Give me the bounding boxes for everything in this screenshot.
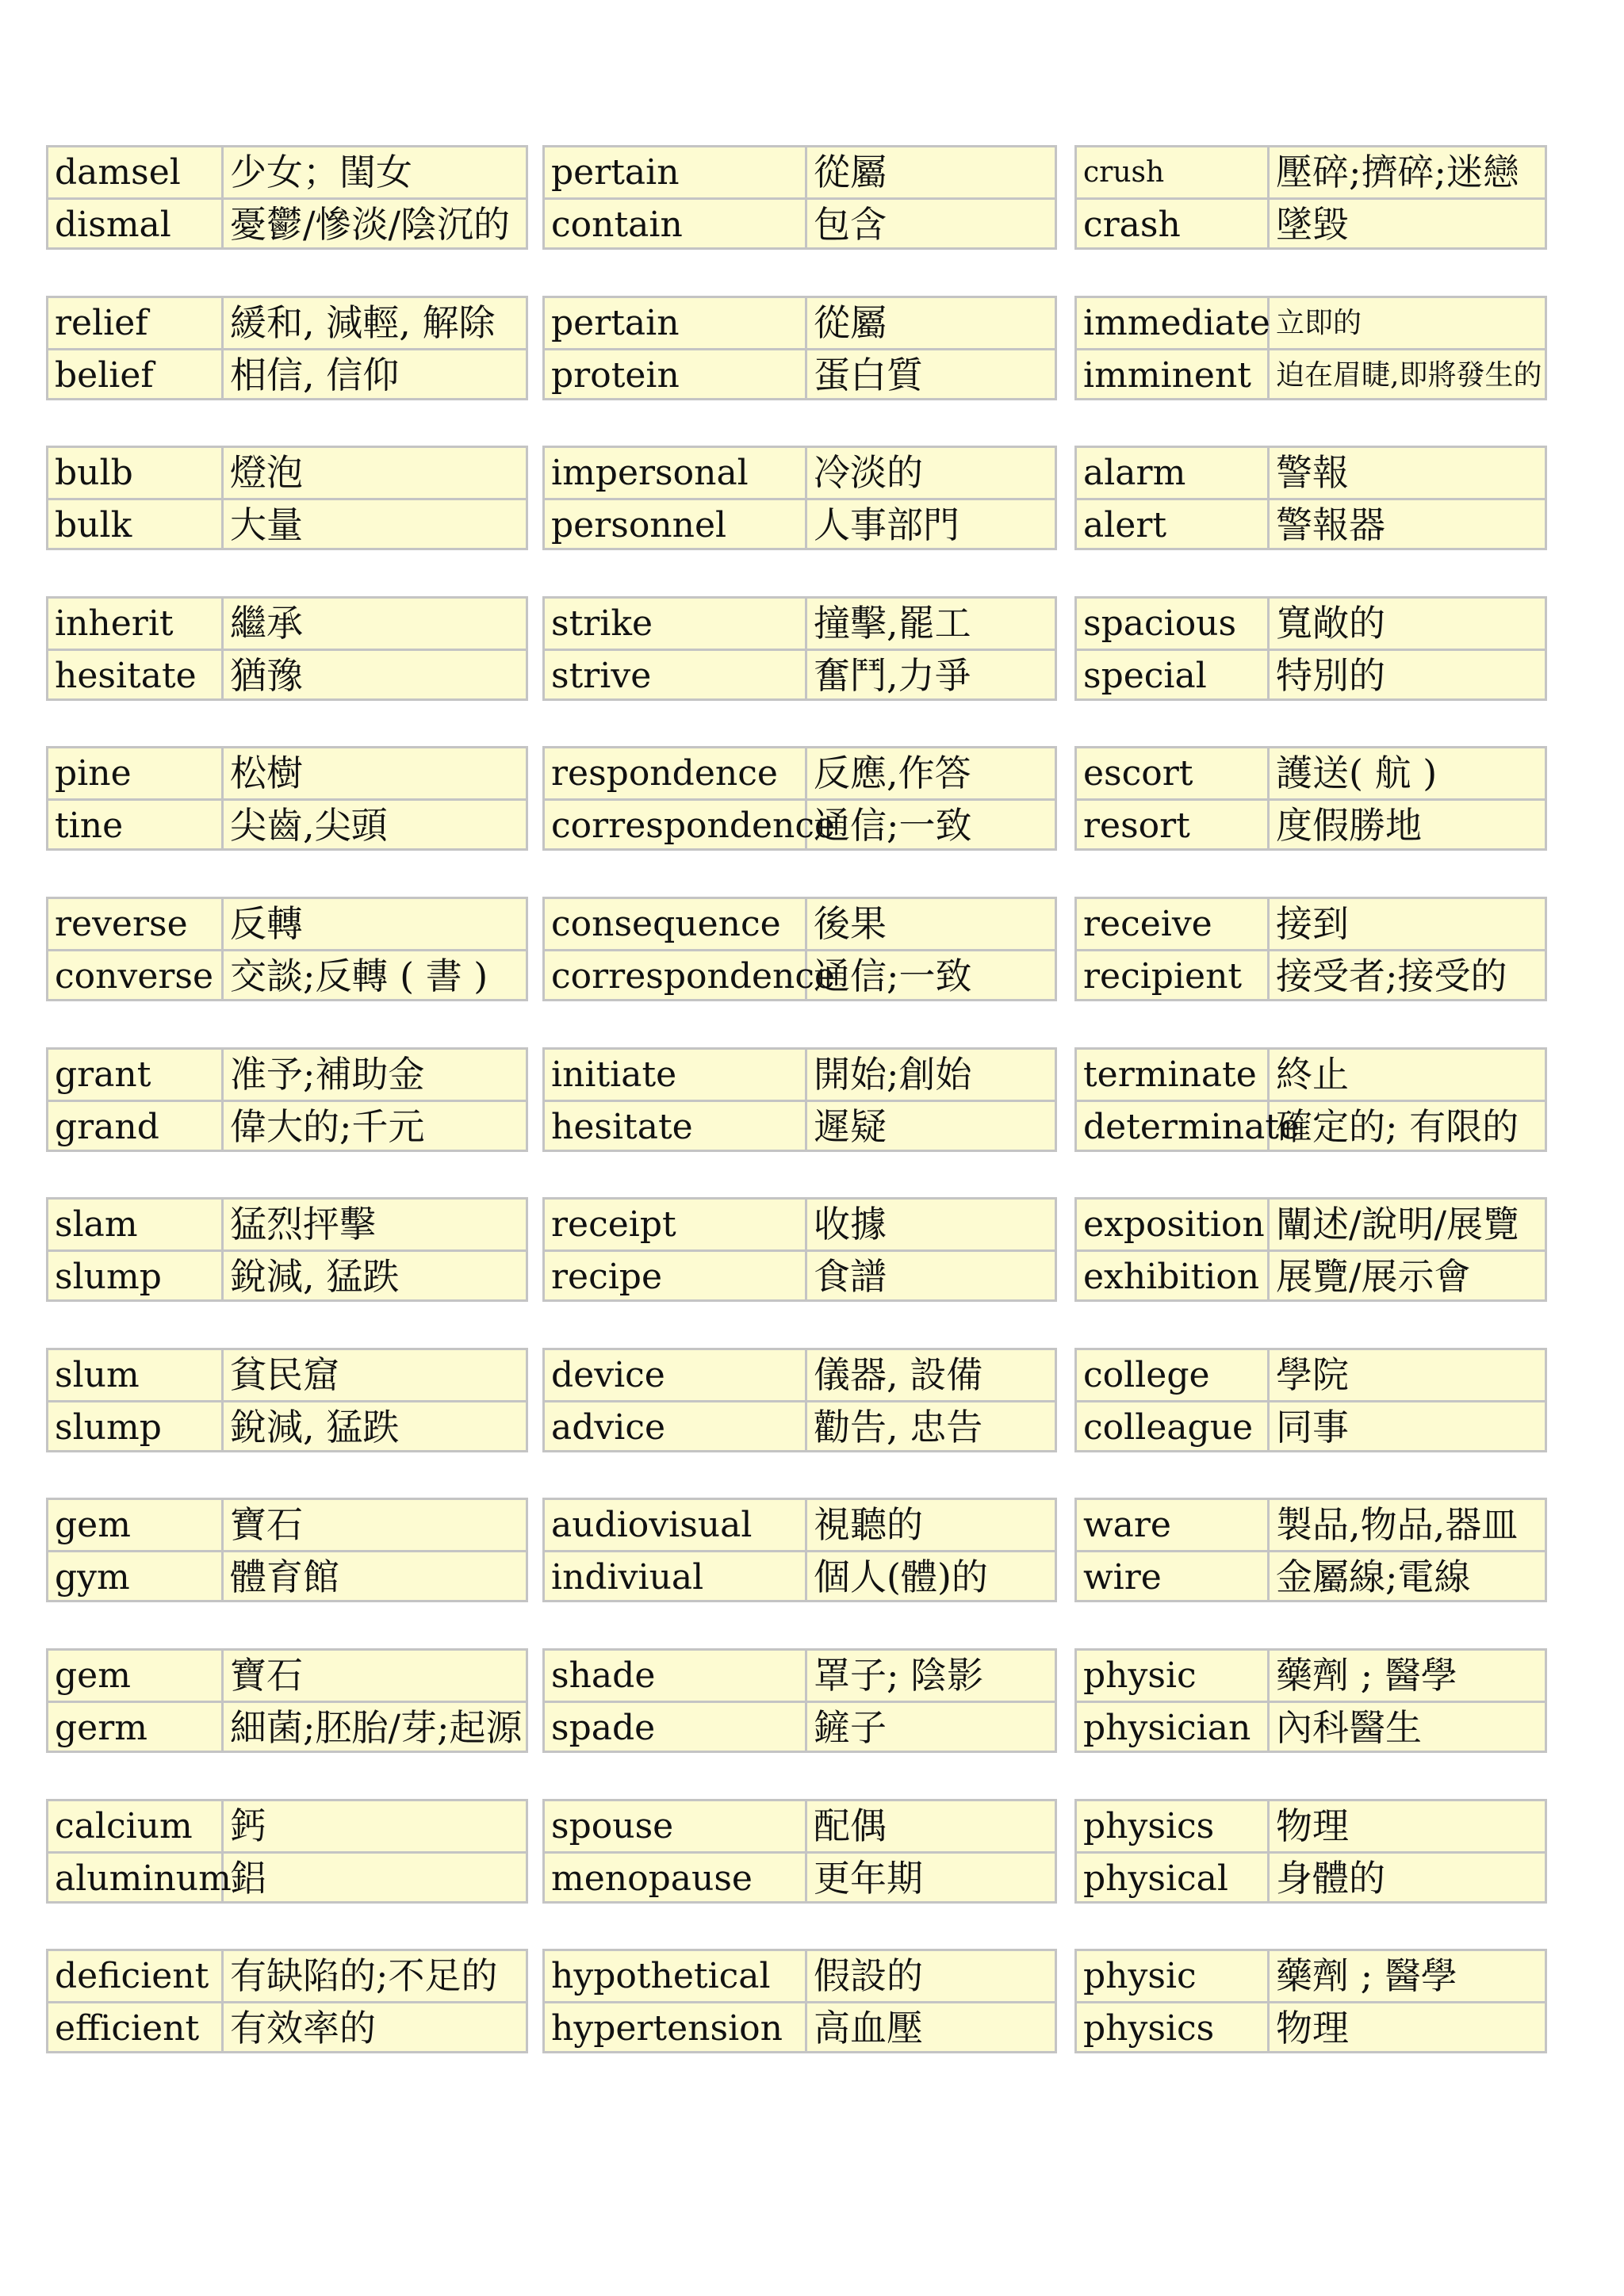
english-word: calcium xyxy=(55,1806,193,1846)
word-pair-box xyxy=(46,1498,528,1602)
chinese-meaning: 反轉 xyxy=(230,902,303,945)
english-word: reverse xyxy=(55,904,188,944)
english-word: special xyxy=(1083,656,1207,696)
english-word: slump xyxy=(55,1407,162,1448)
chinese-meaning: 假設的 xyxy=(814,1954,923,1997)
english-word: crush xyxy=(1083,156,1165,189)
chinese-meaning: 偉大的;千元 xyxy=(230,1105,425,1148)
chinese-meaning: 細菌;胚胎/芽;起源 xyxy=(230,1706,523,1749)
chinese-meaning: 鋁 xyxy=(230,1857,266,1900)
word-pair-box xyxy=(542,1197,1057,1302)
chinese-meaning: 人事部門 xyxy=(814,503,959,546)
english-word: grant xyxy=(55,1054,151,1095)
chinese-meaning: 冷淡的 xyxy=(814,451,923,494)
english-word: pertain xyxy=(551,152,680,193)
word-pair-box xyxy=(46,1348,528,1452)
english-word: respondence xyxy=(551,753,778,794)
english-word: shade xyxy=(551,1655,656,1696)
english-word: exhibition xyxy=(1083,1257,1260,1297)
english-word: bulk xyxy=(55,505,132,545)
word-pair-box xyxy=(542,145,1057,250)
english-word: slam xyxy=(55,1204,138,1245)
english-word: alarm xyxy=(1083,453,1186,493)
word-pair-box xyxy=(46,1949,528,2053)
chinese-meaning: 有缺陷的;不足的 xyxy=(230,1954,498,1997)
chinese-meaning: 大量 xyxy=(230,503,303,546)
english-word: gem xyxy=(55,1505,131,1545)
english-word: converse xyxy=(55,956,214,997)
chinese-meaning: 包含 xyxy=(814,203,887,246)
english-word: germ xyxy=(55,1708,147,1748)
chinese-meaning: 交談;反轉 ( 書 ) xyxy=(230,955,488,997)
english-word: initiate xyxy=(551,1054,677,1095)
word-pair-box xyxy=(46,145,528,250)
english-word: determinate xyxy=(1083,1107,1300,1147)
chinese-meaning: 相信, 信仰 xyxy=(230,354,400,396)
chinese-meaning: 尖齒,尖頭 xyxy=(230,804,388,847)
chinese-meaning: 松樹 xyxy=(230,752,303,794)
word-pair-box xyxy=(46,746,528,851)
word-pair-box xyxy=(1074,1197,1547,1302)
chinese-meaning: 銳減, 猛跌 xyxy=(230,1406,400,1448)
english-word: grand xyxy=(55,1107,159,1147)
word-pair-box xyxy=(1074,446,1547,550)
chinese-meaning: 反應,作答 xyxy=(814,752,971,794)
english-word: impersonal xyxy=(551,453,749,493)
word-pair-box xyxy=(1074,897,1547,1001)
word-pair-box xyxy=(542,1348,1057,1452)
word-pair-box xyxy=(46,1648,528,1753)
chinese-meaning: 終止 xyxy=(1276,1053,1349,1096)
english-word: strike xyxy=(551,603,653,644)
english-word: escort xyxy=(1083,753,1193,794)
english-word: efficient xyxy=(55,2008,200,2049)
word-pair-box xyxy=(542,296,1057,400)
english-word: belief xyxy=(55,355,154,396)
chinese-meaning: 緩和, 減輕, 解除 xyxy=(230,301,496,344)
english-word: indiviual xyxy=(551,1557,704,1598)
chinese-meaning: 猛烈抨擊 xyxy=(230,1203,376,1246)
word-pair-box xyxy=(46,296,528,400)
chinese-meaning: 內科醫生 xyxy=(1276,1706,1422,1749)
english-word: physic xyxy=(1083,1655,1197,1696)
chinese-meaning: 高血壓 xyxy=(814,2007,923,2049)
chinese-meaning: 寶石 xyxy=(230,1654,303,1697)
english-word: bulb xyxy=(55,453,133,493)
chinese-meaning: 視聽的 xyxy=(814,1503,923,1546)
chinese-meaning: 食譜 xyxy=(814,1255,887,1298)
english-word: immediate xyxy=(1083,303,1270,343)
chinese-meaning: 確定的; 有限的 xyxy=(1276,1105,1519,1148)
english-word: hypertension xyxy=(551,2008,783,2049)
word-pair-box xyxy=(46,1197,528,1302)
english-word: college xyxy=(1083,1355,1210,1395)
chinese-meaning: 後果 xyxy=(814,902,887,945)
english-word: strive xyxy=(551,656,652,696)
english-word: imminent xyxy=(1083,355,1251,396)
english-word: slump xyxy=(55,1257,162,1297)
chinese-meaning: 物理 xyxy=(1276,1804,1349,1847)
english-word: relief xyxy=(55,303,148,343)
english-word: menopause xyxy=(551,1858,753,1899)
english-word: physics xyxy=(1083,2008,1215,2049)
chinese-meaning: 個人(體)的 xyxy=(814,1556,988,1598)
chinese-meaning: 燈泡 xyxy=(230,451,303,494)
word-pair-box xyxy=(1074,145,1547,250)
chinese-meaning: 儀器, 設備 xyxy=(814,1353,983,1396)
word-pair-box xyxy=(1074,1799,1547,1904)
chinese-meaning: 撞擊,罷工 xyxy=(814,602,971,645)
chinese-meaning: 藥劑 ; 醫學 xyxy=(1276,1654,1457,1697)
english-word: tine xyxy=(55,806,124,846)
word-pair-box xyxy=(542,897,1057,1001)
chinese-meaning: 墜毀 xyxy=(1276,203,1349,246)
english-word: physic xyxy=(1083,1956,1197,1996)
chinese-meaning: 體育館 xyxy=(230,1556,339,1598)
english-word: slum xyxy=(55,1355,140,1395)
chinese-meaning: 特別的 xyxy=(1276,654,1385,697)
english-word: gym xyxy=(55,1557,130,1598)
chinese-meaning: 鏟子 xyxy=(814,1706,887,1749)
word-pair-box xyxy=(542,446,1057,550)
chinese-meaning: 鈣 xyxy=(230,1804,266,1847)
english-word: ware xyxy=(1083,1505,1171,1545)
chinese-meaning: 立即的 xyxy=(1276,307,1362,339)
word-pair-box xyxy=(1074,296,1547,400)
english-word: physician xyxy=(1083,1708,1251,1748)
english-word: pertain xyxy=(551,303,680,343)
english-word: inherit xyxy=(55,603,174,644)
chinese-meaning: 蛋白質 xyxy=(814,354,923,396)
chinese-meaning: 展覽/展示會 xyxy=(1276,1255,1471,1298)
english-word: audiovisual xyxy=(551,1505,753,1545)
word-pair-box xyxy=(46,1799,528,1904)
chinese-meaning: 藥劑 ; 醫學 xyxy=(1276,1954,1457,1997)
english-word: recipe xyxy=(551,1257,662,1297)
chinese-meaning: 繼承 xyxy=(230,602,303,645)
word-pair-box xyxy=(542,1047,1057,1152)
chinese-meaning: 從屬 xyxy=(814,301,887,344)
english-word: alert xyxy=(1083,505,1167,545)
english-word: spacious xyxy=(1083,603,1237,644)
chinese-meaning: 開始;創始 xyxy=(814,1053,972,1096)
word-pair-box xyxy=(1074,1348,1547,1452)
english-word: contain xyxy=(551,205,683,245)
english-word: physical xyxy=(1083,1858,1228,1899)
chinese-meaning: 貧民窟 xyxy=(230,1353,339,1396)
chinese-meaning: 闡述/說明/展覽 xyxy=(1276,1203,1519,1246)
english-word: physics xyxy=(1083,1806,1215,1846)
english-word: colleague xyxy=(1083,1407,1254,1448)
chinese-meaning: 勸告, 忠告 xyxy=(814,1406,983,1448)
word-pair-box xyxy=(542,1648,1057,1753)
english-word: damsel xyxy=(55,152,181,193)
word-pair-box xyxy=(1074,1498,1547,1602)
chinese-meaning: 更年期 xyxy=(814,1857,923,1900)
english-word: terminate xyxy=(1083,1054,1257,1095)
english-word: advice xyxy=(551,1407,666,1448)
english-word: hypothetical xyxy=(551,1956,771,1996)
english-word: personnel xyxy=(551,505,727,545)
chinese-meaning: 護送( 航 ) xyxy=(1276,752,1438,794)
chinese-meaning: 配偶 xyxy=(814,1804,887,1847)
chinese-meaning: 奮鬥,力爭 xyxy=(814,654,971,697)
english-word: crash xyxy=(1083,205,1181,245)
chinese-meaning: 有效率的 xyxy=(230,2007,376,2049)
chinese-meaning: 收據 xyxy=(814,1203,887,1246)
word-pair-box xyxy=(542,1949,1057,2053)
chinese-meaning: 製品,物品,器皿 xyxy=(1276,1503,1519,1546)
chinese-meaning: 憂鬱/慘淡/陰沉的 xyxy=(230,203,510,246)
chinese-meaning: 寬敞的 xyxy=(1276,602,1385,645)
chinese-meaning: 迫在眉睫,即將發生的 xyxy=(1276,359,1542,392)
english-word: dismal xyxy=(55,205,171,245)
chinese-meaning: 金屬線;電線 xyxy=(1276,1556,1471,1598)
chinese-meaning: 通信;一致 xyxy=(814,955,972,997)
word-pair-box xyxy=(1074,1648,1547,1753)
chinese-meaning: 接受者;接受的 xyxy=(1276,955,1507,997)
english-word: spouse xyxy=(551,1806,674,1846)
chinese-meaning: 通信;一致 xyxy=(814,804,972,847)
english-word: correspondence xyxy=(551,806,836,846)
chinese-meaning: 同事 xyxy=(1276,1406,1349,1448)
english-word: protein xyxy=(551,355,680,396)
english-word: receipt xyxy=(551,1204,676,1245)
word-pair-box xyxy=(542,596,1057,701)
chinese-meaning: 寶石 xyxy=(230,1503,303,1546)
chinese-meaning: 從屬 xyxy=(814,151,887,193)
chinese-meaning: 度假勝地 xyxy=(1276,804,1422,847)
english-word: deficient xyxy=(55,1956,209,1996)
word-pair-box xyxy=(1074,1949,1547,2053)
english-word: correspondence xyxy=(551,956,836,997)
chinese-meaning: 學院 xyxy=(1276,1353,1349,1396)
chinese-meaning: 准予;補助金 xyxy=(230,1053,425,1096)
word-pair-box xyxy=(46,1047,528,1152)
english-word: device xyxy=(551,1355,665,1395)
chinese-meaning: 警報 xyxy=(1276,451,1349,494)
chinese-meaning: 猶豫 xyxy=(230,654,303,697)
word-pair-box xyxy=(1074,596,1547,701)
chinese-meaning: 銳減, 猛跌 xyxy=(230,1255,400,1298)
chinese-meaning: 警報器 xyxy=(1276,503,1385,546)
chinese-meaning: 壓碎;擠碎;迷戀 xyxy=(1276,151,1519,193)
word-pair-box xyxy=(542,746,1057,851)
word-pair-box xyxy=(542,1498,1057,1602)
word-pair-box xyxy=(46,897,528,1001)
english-word: consequence xyxy=(551,904,781,944)
chinese-meaning: 遲疑 xyxy=(814,1105,887,1148)
word-pair-box xyxy=(1074,746,1547,851)
word-pair-box xyxy=(46,596,528,701)
english-word: recipient xyxy=(1083,956,1243,997)
english-word: resort xyxy=(1083,806,1190,846)
chinese-meaning: 物理 xyxy=(1276,2007,1349,2049)
english-word: receive xyxy=(1083,904,1212,944)
english-word: aluminum xyxy=(55,1858,232,1899)
english-word: hesitate xyxy=(551,1107,693,1147)
chinese-meaning: 身體的 xyxy=(1276,1857,1385,1900)
chinese-meaning: 罩子; 陰影 xyxy=(814,1654,984,1697)
english-word: wire xyxy=(1083,1557,1162,1598)
word-pair-box xyxy=(1074,1047,1547,1152)
english-word: gem xyxy=(55,1655,131,1696)
word-pair-box xyxy=(46,446,528,550)
english-word: pine xyxy=(55,753,132,794)
english-word: exposition xyxy=(1083,1204,1265,1245)
chinese-meaning: 接到 xyxy=(1276,902,1349,945)
word-pair-box xyxy=(542,1799,1057,1904)
chinese-meaning: 少女；閨女 xyxy=(230,151,412,193)
english-word: spade xyxy=(551,1708,656,1748)
english-word: hesitate xyxy=(55,656,197,696)
